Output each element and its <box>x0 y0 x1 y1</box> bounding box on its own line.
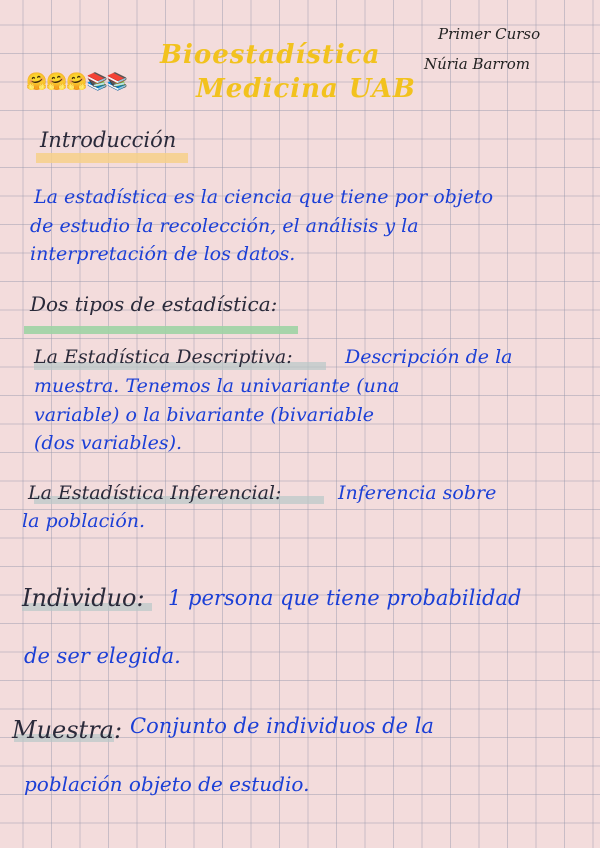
author-line-2: Núria Barrom <box>424 55 531 73</box>
emoji-strip: 🤗🤗🤗📚📚 <box>26 72 127 92</box>
individuo-line-2: de ser elegida. <box>24 644 181 668</box>
individuo-label: Individuo: <box>22 584 145 612</box>
intro-line-1: La estadística es la ciencia que tiene por objeto <box>34 186 494 208</box>
descriptive-line-3: variable) o la bivariante (bivariable <box>34 404 375 426</box>
types-highlight <box>24 326 298 334</box>
individuo-line-1: 1 persona que tiene probabilidad <box>168 586 522 610</box>
author-line-1: Primer Curso <box>438 25 541 43</box>
inferential-label: La Estadística Inferencial: <box>28 482 282 504</box>
title-line-1: Bioestadística <box>160 40 381 70</box>
inferential-line-1: Inferencia sobre <box>338 482 497 504</box>
descriptive-line-1: Descripción de la <box>345 346 513 368</box>
intro-line-2: de estudio la recolección, el análisis y la <box>30 215 419 237</box>
muestra-line-1: Conjunto de individuos de la <box>130 714 434 738</box>
intro-heading: Introducción <box>40 128 177 152</box>
descriptive-label: La Estadística Descriptiva: <box>34 346 293 368</box>
muestra-line-2: población objeto de estudio. <box>24 772 310 796</box>
descriptive-line-4: (dos variables). <box>34 432 183 454</box>
intro-highlight <box>36 153 188 163</box>
muestra-label: Muestra: <box>12 716 123 744</box>
descriptive-line-2: muestra. Tenemos la univariante (una <box>34 375 400 397</box>
title-line-2: Medicina UAB <box>196 74 416 104</box>
types-heading: Dos tipos de estadística: <box>30 292 278 316</box>
inferential-line-2: la población. <box>22 510 146 532</box>
intro-line-3: interpretación de los datos. <box>30 243 296 265</box>
